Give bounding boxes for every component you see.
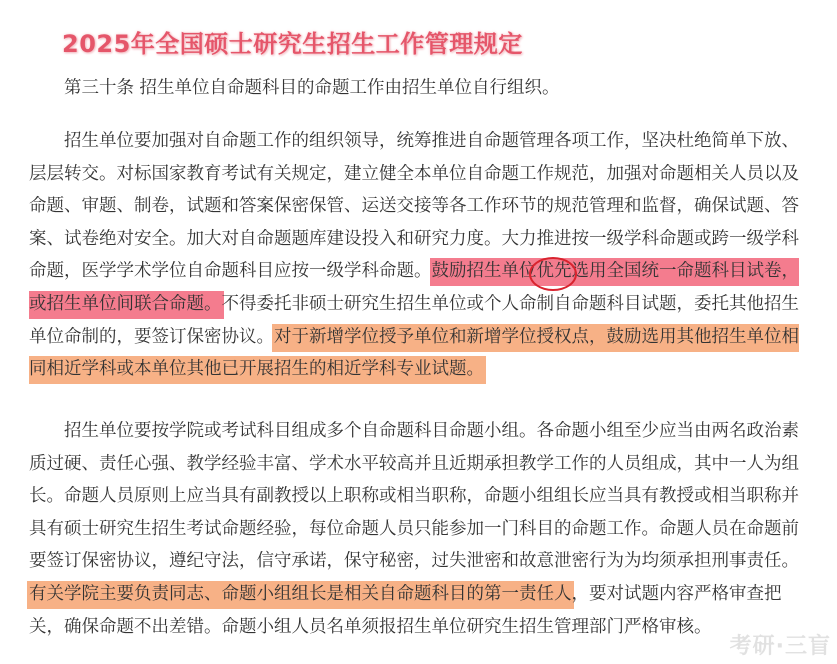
paragraph-text: 不得委托非硕士研究生招生单位或个人命制自命题科目试题，委托其他招生单位命制的，要签订保密协议。 xyxy=(29,293,799,347)
highlight-text: 鼓励招生单位 xyxy=(431,261,537,282)
watermark-logo: 考研·三盲 xyxy=(729,634,831,659)
circled-text: 优先 xyxy=(536,261,572,282)
orange-highlight: 有关学院主要负责同志、命题小组组长是相关自命题科目的第一责任人 xyxy=(29,583,572,607)
document-title: 2025年全国硕士研究生招生工作管理规定 xyxy=(62,30,523,58)
paragraph-proposition-groups xyxy=(29,415,811,643)
paragraph-self-proposition-management xyxy=(29,125,811,386)
paragraph-text: 招生单位要按学院或考试科目组成多个自命题科目命题小组。各命题小组至少应当由两名政治素质过硬、责任心强、教学经验丰富、学术水平较高并且近期承担教学工作的人员组成，其中一人为组长。命题人员原则上应当具有副教授以上职称或相当职称，命题小组组长应当具有教授或相当职称并具有硕士研究生招生考试命题经验，每位命题人员只能参加一门科目的命题工作。命题人员在命题前要签订保密协议，遵纪守法，信守承诺，保守秘密，过失泄密和故意泄密行为为均须承担刑事责任。 xyxy=(29,421,799,572)
orange-highlight: 对于新增学位授予单位和新增学位授权点，鼓励选用其他招生单位相同相近学科或本单位其他已开展招生的相近学科专业试题。 xyxy=(29,326,799,383)
paragraph-text: 招生单位要加强对自命题工作的组织领导，统筹推进自命题管理各项工作，坚决杜绝简单下放、层层转交。对标国家教育考试有关规定，建立健全本单位自命题工作规范，加强对命题相关人员以及命题、审题、制卷，试题和答案保密保管、运送交接等各工作环节的规范管理和监督，确保试题、答案、试卷绝对安全。加大对自命题题库建设投入和研究力度。大力推进按一级学科命题或跨一级学科命题，医学学术学位自命题科目应按一级学科命题。 xyxy=(29,131,799,282)
highlight-text: 选用全国统一命题科目试卷，或招生单位间联合命题。 xyxy=(29,261,799,314)
article-heading: 第三十条 招生单位自命题科目的命题工作由招生单位自行组织。 xyxy=(64,78,560,98)
circled-word xyxy=(537,261,572,281)
paragraph-text: ，要对试题内容严格审查把关，确保命题不出差错。命题小组人员名单须报招生单位研究生招生管理部门严格审核。 xyxy=(29,583,782,637)
